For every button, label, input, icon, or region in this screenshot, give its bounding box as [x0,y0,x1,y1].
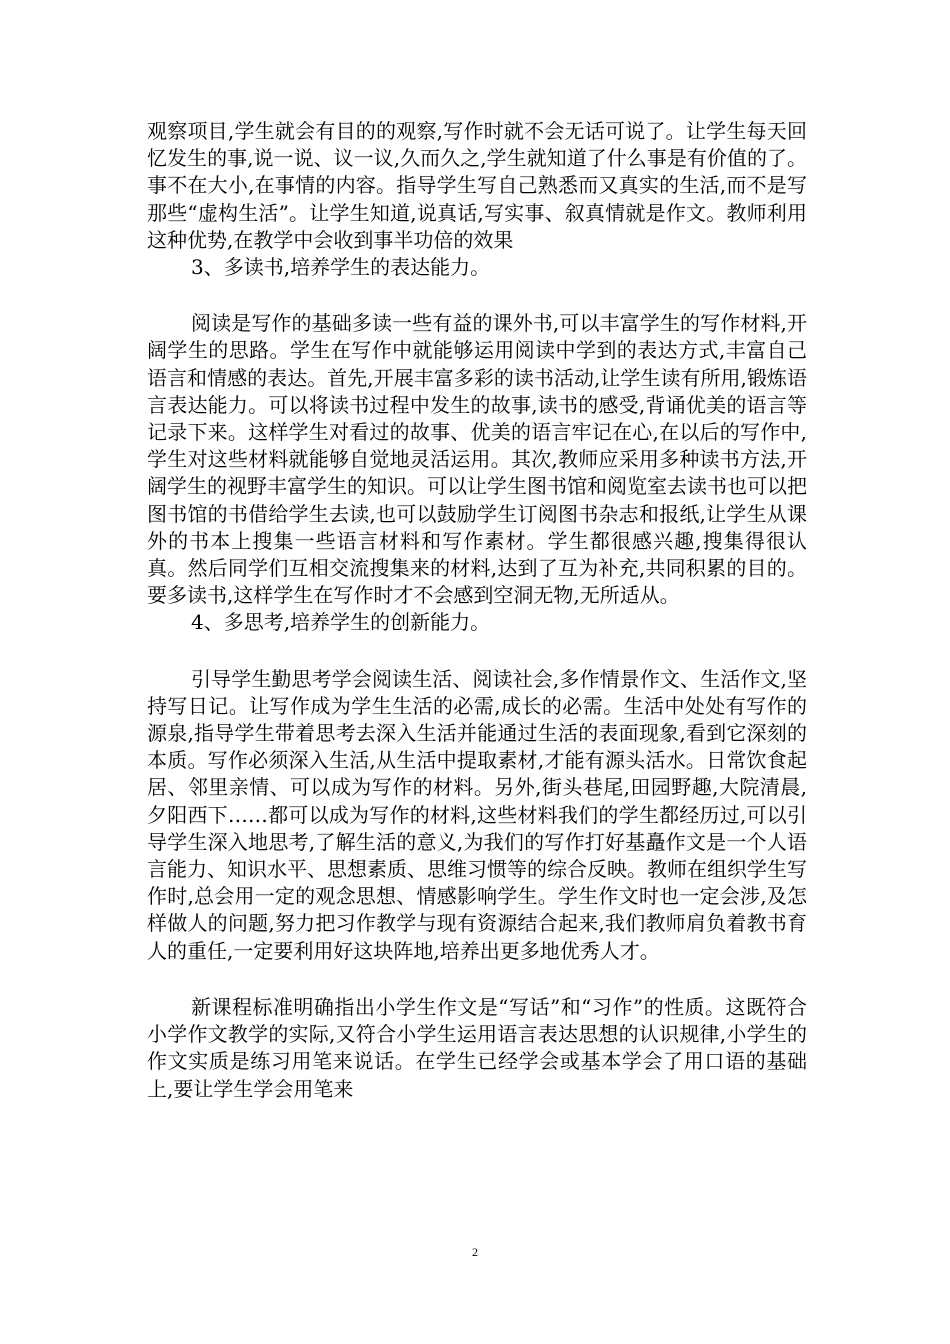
paragraph-curriculum: 新课程标准明确指出小学生作文是“写话”和“习作”的性质。这既符合小学作文教学的实际,又符合小学生运用语言表达思想的认识规律,小学生的作文实质是练习用笔来说话。在学生已经学会或基本学会了用口语的基础上,要让学生学会用笔来 [147,994,807,1101]
document-body [147,118,807,1103]
page-number: 2 [472,1245,478,1259]
paragraph-reading: 阅读是写作的基础多读一些有益的课外书,可以丰富学生的写作材料,开阔学生的思路。学生在写作中就能够运用阅读中学到的表达方式,丰富自己语言和情感的表达。首先,开展丰富多彩的读书活动,让学生读有所用,锻炼语言表达能力。可以将读书过程中发生的故事,读书的感受,背诵优美的语言等记录下来。这样学生对看过的故事、优美的语言牢记在心,在以后的写作中,学生对这些材料就能够自觉地灵活运用。其次,教师应采用多种读书方法,开阔学生的视野丰富学生的知识。可以让学生图书馆和阅览室去读书也可以把图书馆的书借给学生去读,也可以鼓励学生订阅图书杂志和报纸,让学生从课外的书本上搜集一些语言材料和写作素材。学生都很感兴趣,搜集得很认真。然后同学们互相交流搜集来的材料,达到了互为补充,共同积累的目的。要多读书,这样学生在写作时才不会感到空洞无物,无所适从。 [147,311,807,608]
paragraph-thinking: 引导学生勤思考学会阅读生活、阅读社会,多作情景作文、生活作文,坚持写日记。让写作成为学生生活的必需,成长的必需。生活中处处有写作的源泉,指导学生带着思考去深入生活并能通过生活的表面现象,看到它深刻的本质。写作必须深入生活,从生活中提取素材,才能有源头活水。日常饮食起居、邻里亲情、可以成为写作的材料。另外,街头巷尾,田园野趣,大院清晨,夕阳西下……都可以成为写作的材料,这些材料我们的学生都经历过,可以引导学生深入地思考,了解生活的意义,为我们的写作打好基矗作文是一个人语言能力、知识水平、思想素质、思维习惯等的综合反映。教师在组织学生写作时,总会用一定的观念思想、情感影响学生。学生作文时也一定会涉,及怎样做人的问题,努力把习作教学与现有资源结合起来,我们教师肩负着教书育人的重任,一定要利用好这块阵地,培养出更多地优秀人才。 [147,666,807,963]
paragraph-observation: 观察项目,学生就会有目的的观察,写作时就不会无话可说了。让学生每天回忆发生的事,说一说、议一议,久而久之,学生就知道了什么事是有价值的了。事不在大小,在事情的内容。指导学生写自己熟悉而又真实的生活,而不是写那些“虚构生活”。让学生知道,说真话,写实事、叙真情就是作文。教师利用这种优势,在教学中会收到事半功倍的效果 [147,119,807,252]
section-heading-reading: 3、多读书,培养学生的表达能力。 [191,255,491,280]
section-heading-thinking: 4、多思考,培养学生的创新能力。 [191,610,491,635]
